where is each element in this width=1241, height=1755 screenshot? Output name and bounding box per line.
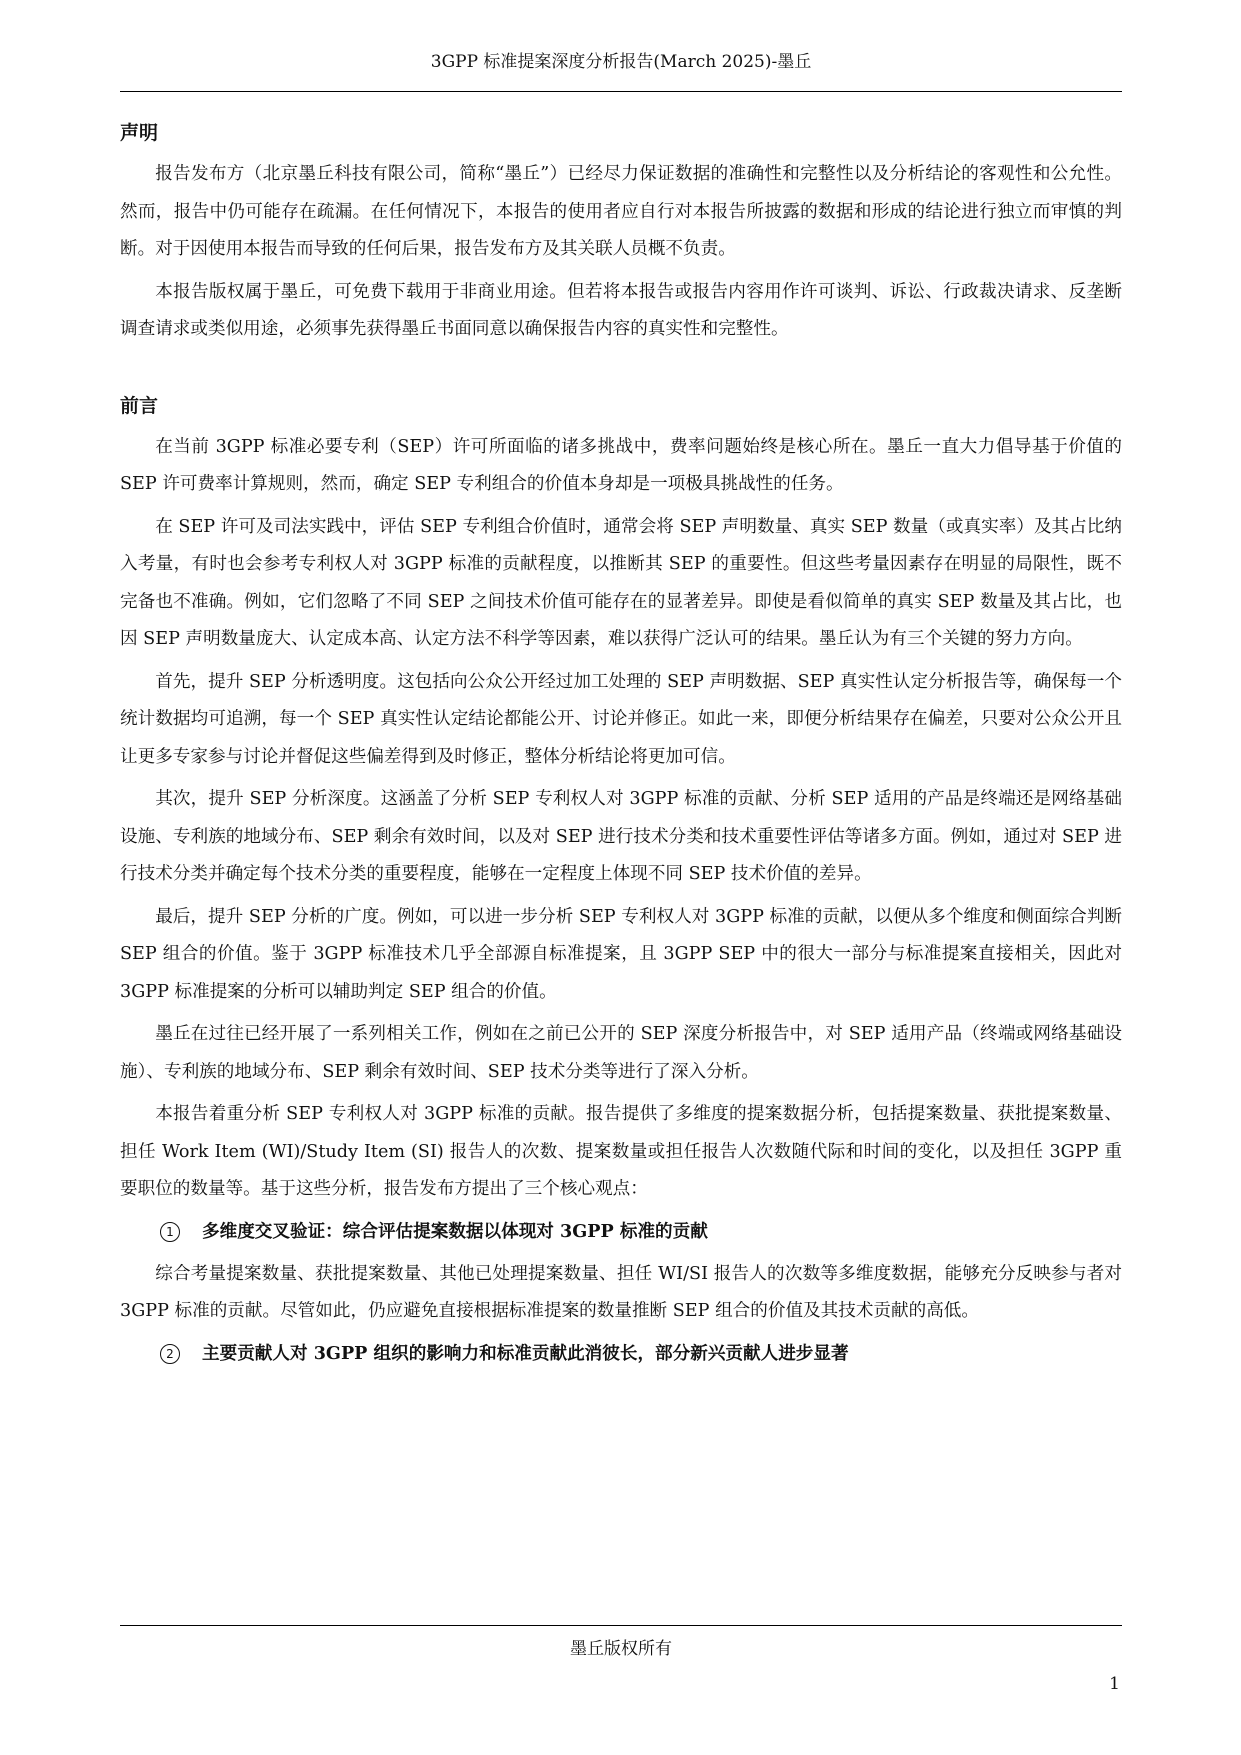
preface-paragraph: 本报告着重分析 SEP 专利权人对 3GPP 标准的贡献。报告提供了多维度的提案数据分析，包括提案数量、获批提案数量、担任 Work Item (WI)/Study Item (SI) 报告人的次数、提案数量或担任报告人次数随代际和时间的变化，以及担任 3GPP 重要职位的数量等。基于这些分析，报告发布方提出了三个核心观点： — [120, 1104, 1122, 1199]
key-point-body: 综合考量提案数量、获批提案数量、其他已处理提案数量、担任 WI/SI 报告人的次数等多维度数据，能够充分反映参与者对 3GPP 标准的贡献。尽管如此，仍应避免直接根据标准提案的数量推断 SEP 组合的价值及其技术贡献的高低。 — [120, 1263, 1122, 1321]
footer-divider — [120, 1625, 1122, 1626]
declaration-section — [120, 118, 1122, 349]
document-body — [120, 118, 1122, 1378]
preface-paragraph: 首先，提升 SEP 分析透明度。这包括向公众公开经过加工处理的 SEP 声明数据、SEP 真实性认定分析报告等，确保每一个统计数据均可追溯，每一个 SEP 真实性认定结论都能公开、讨论并修正。如此一来，即便分析结果存在偏差，只要对公众公开且让更多专家参与讨论并督促这些偏差得到及时修正，整体分析结论将更加可信。 — [120, 671, 1122, 767]
preface-paragraph: 墨丘在过往已经开展了一系列相关工作，例如在之前已公开的 SEP 深度分析报告中，对 SEP 适用产品（终端或网络基础设施）、专利族的地域分布、SEP 剩余有效时间、SEP 技术分类等进行了深入分析。 — [120, 1024, 1122, 1082]
declaration-heading: 声明 — [120, 122, 159, 144]
page-number: 1 — [1109, 1674, 1120, 1694]
preface-paragraph: 最后，提升 SEP 分析的广度。例如，可以进一步分析 SEP 专利权人对 3GPP 标准的贡献，以便从多个维度和侧面综合判断 SEP 组合的价值。鉴于 3GPP 标准技术几乎全部源自标准提案，且 3GPP SEP 中的很大一部分与标准提案直接相关，因此对 3GPP 标准提案的分析可以辅助判定 SEP 组合的价值。 — [120, 906, 1122, 1002]
preface-section — [120, 391, 1122, 1372]
preface-paragraph: 在 SEP 许可及司法实践中，评估 SEP 专利组合价值时，通常会将 SEP 声明数量、真实 SEP 数量（或真实率）及其占比纳入考量，有时也会参考专利权人对 3GPP 标准的贡献程度，以推断其 SEP 的重要性。但这些考量因素存在明显的局限性，既不完备也不准确。例如，它们忽略了不同 SEP 之间技术价值可能存在的显著差异。即使是看似简单的真实 SEP 数量及其占比，也因 SEP 声明数量庞大、认定成本高、认定方法不科学等因素，难以获得广泛认可的结果。墨丘认为有三个关键的努力方向。 — [120, 516, 1122, 649]
circled-number-2: 2 — [160, 1344, 180, 1364]
key-point-heading — [120, 1336, 1122, 1372]
circled-number-1: 1 — [160, 1222, 180, 1242]
page-header: 3GPP 标准提案深度分析报告(March 2025)-墨丘 — [430, 52, 812, 72]
preface-heading: 前言 — [120, 394, 159, 417]
declaration-paragraph: 报告发布方（北京墨丘科技有限公司，简称“墨丘”）已经尽力保证数据的准确性和完整性以及分析结论的客观性和公允性。然而，报告中仍可能存在疏漏。在任何情况下，本报告的使用者应自行对本报告所披露的数据和形成的结论进行独立而审慎的判断。对于因使用本报告而导致的任何后果，报告发布方及其关联人员概不负责。 — [120, 164, 1122, 259]
preface-paragraph: 其次，提升 SEP 分析深度。这涵盖了分析 SEP 专利权人对 3GPP 标准的贡献、分析 SEP 适用的产品是终端还是网络基础设施、专利族的地域分布、SEP 剩余有效时间，以及对 SEP 进行技术分类和技术重要性评估等诸多方面。例如，通过对 SEP 进行技术分类并确定每个技术分类的重要程度，能够在一定程度上体现不同 SEP 技术价值的差异。 — [120, 789, 1122, 884]
declaration-paragraph: 本报告版权属于墨丘，可免费下载用于非商业用途。但若将本报告或报告内容用作许可谈判、诉讼、行政裁决请求、反垄断调查请求或类似用途，必须事先获得墨丘书面同意以确保报告内容的真实性和完整性。 — [120, 281, 1122, 339]
header-divider — [120, 91, 1122, 92]
key-point-title: 主要贡献人对 3GPP 组织的影响力和标准贡献此消彼长，部分新兴贡献人进步显著 — [202, 1342, 849, 1364]
preface-paragraph: 在当前 3GPP 标准必要专利（SEP）许可所面临的诸多挑战中，费率问题始终是核心所在。墨丘一直大力倡导基于价值的 SEP 许可费率计算规则，然而，确定 SEP 专利组合的价值本身却是一项极具挑战性的任务。 — [120, 436, 1122, 494]
key-point-title: 多维度交叉验证：综合评估提案数据以体现对 3GPP 标准的贡献 — [202, 1220, 708, 1242]
page-footer: 墨丘版权所有 — [570, 1639, 672, 1659]
key-point-heading — [120, 1214, 1122, 1250]
